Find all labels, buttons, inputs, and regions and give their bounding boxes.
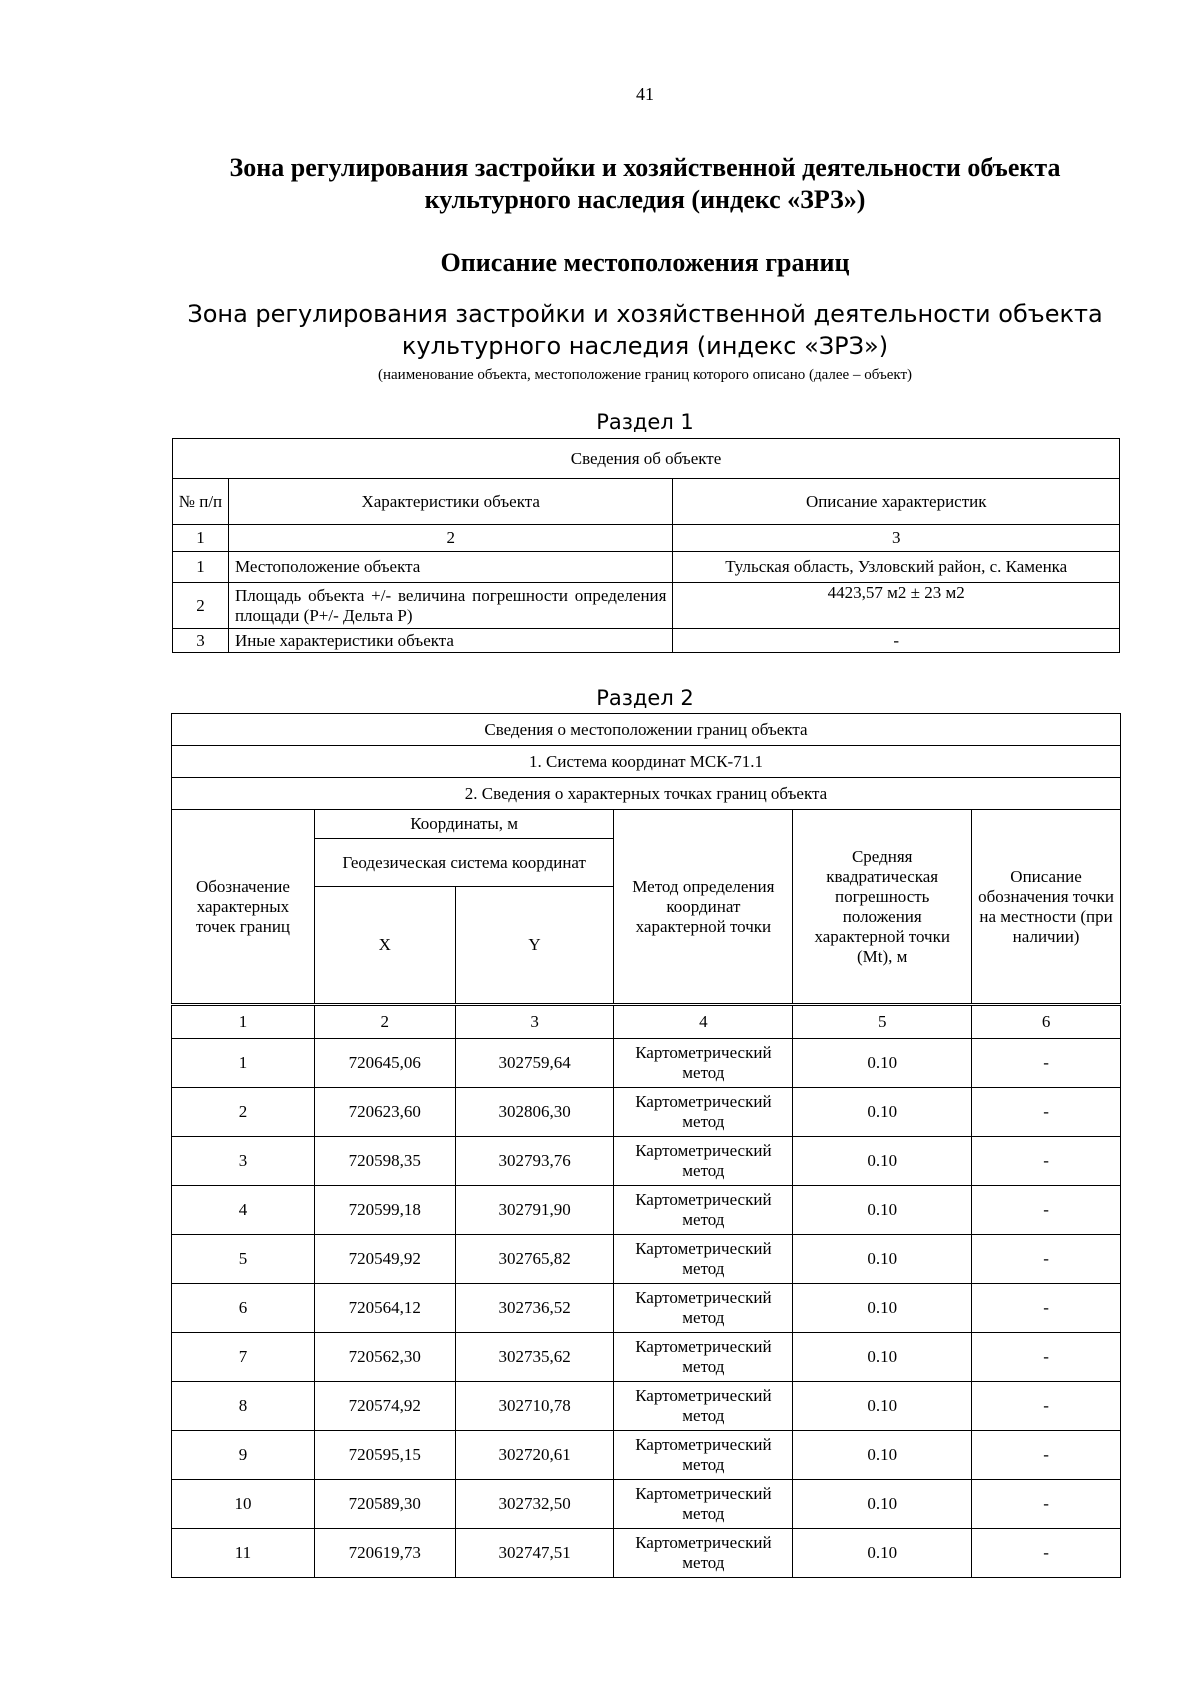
header-description: Описание обозначения точки на местности (при наличии)	[972, 810, 1121, 1005]
error-value: 0.10	[793, 1333, 972, 1382]
table-row	[172, 1382, 1121, 1431]
error-value: 0.10	[793, 1039, 972, 1088]
error-value: 0.10	[793, 1382, 972, 1431]
index-cell: 6	[972, 1005, 1121, 1039]
point-description: -	[972, 1382, 1121, 1431]
row-characteristic: Иные характеристики объекта	[228, 629, 673, 653]
table-row	[172, 1235, 1121, 1284]
error-value: 0.10	[793, 1284, 972, 1333]
table-row	[172, 1431, 1121, 1480]
boundary-info-title: Сведения о местоположении границ объекта	[172, 714, 1121, 746]
table-row	[172, 1186, 1121, 1235]
document-title-line-2: культурного наследия (индекс «ЗРЗ»)	[424, 185, 866, 214]
coord-y: 302759,64	[455, 1039, 614, 1088]
error-value: 0.10	[793, 1431, 972, 1480]
header-num: № п/п	[173, 479, 229, 525]
header-error: Средняя квадратическая погрешность положения характерной точки (Mt), м	[793, 810, 972, 1005]
row-num: 3	[173, 629, 229, 653]
coord-y: 302732,50	[455, 1480, 614, 1529]
point-number: 4	[172, 1186, 315, 1235]
coord-y: 302735,62	[455, 1333, 614, 1382]
index-cell: 3	[455, 1005, 614, 1039]
header-y: Y	[455, 887, 614, 1005]
point-description: -	[972, 1529, 1121, 1578]
coord-x: 720549,92	[314, 1235, 455, 1284]
document-title	[170, 152, 1120, 216]
error-value: 0.10	[793, 1186, 972, 1235]
point-description: -	[972, 1235, 1121, 1284]
method: Картометрический метод	[614, 1480, 793, 1529]
point-number: 5	[172, 1235, 315, 1284]
point-description: -	[972, 1333, 1121, 1382]
document-title-line-1: Зона регулирования застройки и хозяйственной деятельности объекта	[229, 153, 1061, 182]
method: Картометрический метод	[614, 1137, 793, 1186]
table-row	[172, 1529, 1121, 1578]
index-cell: 4	[614, 1005, 793, 1039]
coord-y: 302747,51	[455, 1529, 614, 1578]
point-number: 9	[172, 1431, 315, 1480]
coord-y: 302710,78	[455, 1382, 614, 1431]
coord-x: 720562,30	[314, 1333, 455, 1382]
header-designation: Обозначение характерных точек границ	[172, 810, 315, 1005]
method: Картометрический метод	[614, 1186, 793, 1235]
coordinate-system: 1. Система координат МСК-71.1	[172, 746, 1121, 778]
row-description: 4423,57 м2 ± 23 м2	[673, 583, 1120, 629]
point-description: -	[972, 1284, 1121, 1333]
error-value: 0.10	[793, 1480, 972, 1529]
header-characteristics: Характеристики объекта	[228, 479, 673, 525]
index-cell: 5	[793, 1005, 972, 1039]
row-description: -	[673, 629, 1120, 653]
coord-x: 720564,12	[314, 1284, 455, 1333]
point-number: 11	[172, 1529, 315, 1578]
table-row	[172, 1088, 1121, 1137]
table-row	[173, 629, 1120, 653]
point-number: 6	[172, 1284, 315, 1333]
coord-x: 720595,15	[314, 1431, 455, 1480]
boundary-points-table	[171, 713, 1121, 1578]
points-title: 2. Сведения о характерных точках границ объекта	[172, 778, 1121, 810]
page-number: 41	[636, 84, 654, 104]
coord-y: 302793,76	[455, 1137, 614, 1186]
point-number: 3	[172, 1137, 315, 1186]
coord-x: 720598,35	[314, 1137, 455, 1186]
point-description: -	[972, 1480, 1121, 1529]
point-description: -	[972, 1039, 1121, 1088]
point-number: 2	[172, 1088, 315, 1137]
object-caption: (наименование объекта, местоположение границ которого описано (далее – объект)	[377, 367, 913, 383]
coord-x: 720645,06	[314, 1039, 455, 1088]
index-cell: 2	[228, 525, 673, 552]
coord-y: 302791,90	[455, 1186, 614, 1235]
row-characteristic: Местоположение объекта	[228, 552, 673, 583]
point-description: -	[972, 1186, 1121, 1235]
row-characteristic: Площадь объекта +/- величина погрешности определения площади (Р+/- Дельта Р)	[228, 583, 673, 629]
error-value: 0.10	[793, 1088, 972, 1137]
coord-x: 720623,60	[314, 1088, 455, 1137]
points-body	[172, 1039, 1121, 1578]
table-row	[172, 1137, 1121, 1186]
error-value: 0.10	[793, 1137, 972, 1186]
table-row	[172, 1284, 1121, 1333]
table-row	[172, 1480, 1121, 1529]
method: Картометрический метод	[614, 1284, 793, 1333]
method: Картометрический метод	[614, 1039, 793, 1088]
index-cell: 2	[314, 1005, 455, 1039]
row-num: 2	[173, 583, 229, 629]
method: Картометрический метод	[614, 1382, 793, 1431]
coord-x: 720599,18	[314, 1186, 455, 1235]
object-info-table	[172, 438, 1120, 653]
table-row	[173, 552, 1120, 583]
index-cell: 1	[172, 1005, 315, 1039]
object-info-title: Сведения об объекте	[173, 439, 1120, 479]
method: Картометрический метод	[614, 1431, 793, 1480]
header-x: X	[314, 887, 455, 1005]
row-description: Тульская область, Узловский район, с. Каменка	[673, 552, 1120, 583]
coord-y: 302720,61	[455, 1431, 614, 1480]
coord-x: 720619,73	[314, 1529, 455, 1578]
error-value: 0.10	[793, 1529, 972, 1578]
coord-x: 720589,30	[314, 1480, 455, 1529]
point-description: -	[972, 1088, 1121, 1137]
error-value: 0.10	[793, 1235, 972, 1284]
point-number: 10	[172, 1480, 315, 1529]
coord-x: 720574,92	[314, 1382, 455, 1431]
method: Картометрический метод	[614, 1088, 793, 1137]
header-coordinates: Координаты, м	[314, 810, 614, 839]
point-number: 8	[172, 1382, 315, 1431]
index-cell: 3	[673, 525, 1120, 552]
point-description: -	[972, 1431, 1121, 1480]
object-name-line-2: культурного наследия (индекс «ЗРЗ»)	[401, 332, 889, 360]
table-row	[173, 583, 1120, 629]
row-num: 1	[173, 552, 229, 583]
coord-y: 302736,52	[455, 1284, 614, 1333]
section-heading: Описание местоположения границ	[440, 248, 850, 277]
header-geodetic: Геодезическая система координат	[314, 839, 614, 887]
table-row	[172, 1039, 1121, 1088]
coord-y: 302806,30	[455, 1088, 614, 1137]
point-description: -	[972, 1137, 1121, 1186]
table-row	[172, 1333, 1121, 1382]
point-number: 1	[172, 1039, 315, 1088]
method: Картометрический метод	[614, 1529, 793, 1578]
object-name-line-1: Зона регулирования застройки и хозяйственной деятельности объекта	[187, 300, 1103, 328]
section-2-label: Раздел 2	[596, 686, 694, 710]
point-number: 7	[172, 1333, 315, 1382]
method: Картометрический метод	[614, 1235, 793, 1284]
method: Картометрический метод	[614, 1333, 793, 1382]
header-method: Метод определения координат характерной точки	[614, 810, 793, 1005]
section-1-label: Раздел 1	[596, 410, 694, 434]
coord-y: 302765,82	[455, 1235, 614, 1284]
header-description: Описание характеристик	[673, 479, 1120, 525]
index-cell: 1	[173, 525, 229, 552]
object-name	[170, 298, 1120, 362]
